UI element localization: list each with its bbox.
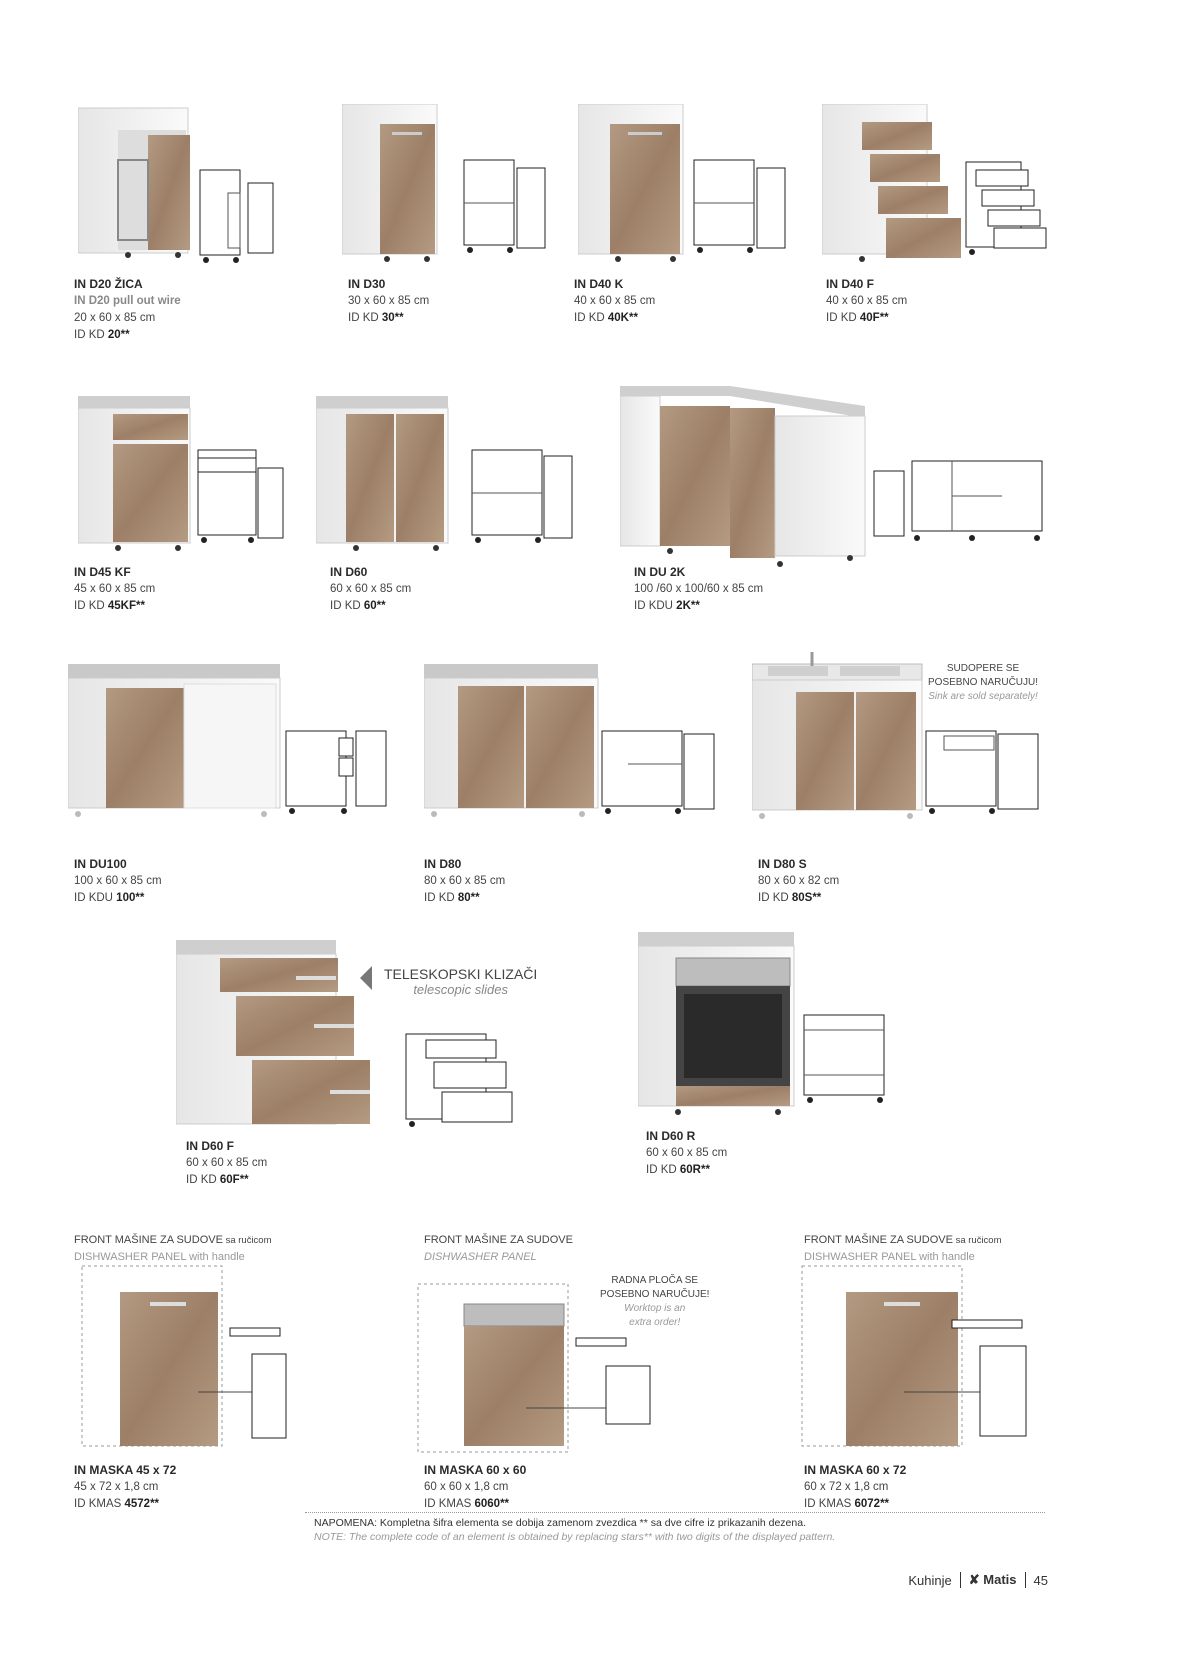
item-id: ID KD 60R** bbox=[646, 1164, 710, 1176]
item-code: IN D60 F bbox=[186, 1139, 235, 1153]
section-label: Kuhinje bbox=[908, 1572, 952, 1588]
front-title-en: DISHWASHER PANEL bbox=[424, 1251, 537, 1263]
telescopic-note bbox=[360, 966, 537, 997]
cabinet-d40f-drawing bbox=[964, 160, 1064, 260]
caption-d45kf bbox=[74, 564, 155, 615]
caption-d80 bbox=[424, 856, 505, 907]
footnote-line2: NOTE: The complete code of an element is obtained by replacing stars** with two digits of the displayed pattern. bbox=[314, 1531, 836, 1543]
item-code: IN D80 bbox=[424, 857, 462, 871]
front-title-2: FRONT MAŠINE ZA SUDOVE DISHWASHER PANEL bbox=[424, 1234, 573, 1263]
cabinet-d60-drawing bbox=[470, 448, 580, 548]
cabinet-d20-drawing bbox=[198, 168, 278, 268]
front-title-en: DISHWASHER PANEL with handle bbox=[74, 1251, 245, 1263]
item-id: ID KMAS 6060** bbox=[424, 1498, 510, 1510]
page-footer bbox=[908, 1572, 1048, 1588]
cabinet-du100-drawing bbox=[284, 726, 394, 826]
cabinet-d60-image bbox=[316, 396, 456, 556]
cabinet-du2k-drawing bbox=[872, 456, 1052, 556]
item-id: ID KD 40K** bbox=[574, 312, 638, 324]
item-id: ID KD 45KF** bbox=[74, 600, 145, 612]
cabinet-d60r-drawing bbox=[802, 1010, 892, 1110]
page-number: 45 bbox=[1033, 1572, 1048, 1588]
item-dims: 40 x 60 x 85 cm bbox=[574, 295, 656, 307]
item-id: ID KD 30** bbox=[348, 312, 404, 324]
item-dims: 60 x 60 x 85 cm bbox=[330, 583, 412, 595]
dishwasher-front-4572-image bbox=[80, 1262, 340, 1452]
telescopic-note-en: telescopic slides bbox=[413, 982, 508, 997]
item-code: IN D60 R bbox=[646, 1129, 696, 1143]
item-dims: 45 x 72 x 1,8 cm bbox=[74, 1481, 159, 1493]
cabinet-d45kf-image bbox=[78, 396, 198, 556]
worktop-note-en2: extra order! bbox=[629, 1317, 681, 1328]
telescopic-note-line1: TELESKOPSKI KLIZAČI bbox=[384, 966, 538, 982]
brand-logo bbox=[969, 1572, 1017, 1588]
item-dims: 60 x 60 x 1,8 cm bbox=[424, 1481, 509, 1493]
caption-maska-6072 bbox=[804, 1462, 906, 1513]
front-title-1: FRONT MAŠINE ZA SUDOVE sa ručicom DISHWASHER PANEL with handle bbox=[74, 1234, 272, 1263]
sink-note-en: Sink are sold separately! bbox=[928, 691, 1038, 702]
worktop-note-line1: RADNA PLOČA SE bbox=[611, 1275, 699, 1286]
item-dims: 60 x 60 x 85 cm bbox=[186, 1157, 268, 1169]
item-code: IN DU 2K bbox=[634, 565, 686, 579]
item-dims: 60 x 60 x 85 cm bbox=[646, 1147, 728, 1159]
cabinet-du100-image bbox=[68, 664, 288, 824]
caption-d60r bbox=[646, 1128, 727, 1179]
item-code: IN D20 ŽICA bbox=[74, 277, 143, 291]
cabinet-d60f-drawing bbox=[404, 1032, 514, 1132]
item-code: IN DU100 bbox=[74, 857, 127, 871]
caption-d60f bbox=[186, 1138, 267, 1189]
brand-name: Matis bbox=[983, 1572, 1017, 1587]
cabinet-d60r-image bbox=[638, 932, 798, 1122]
worktop-note-en1: Worktop is an bbox=[624, 1303, 686, 1314]
caption-maska-6060 bbox=[424, 1462, 526, 1513]
cabinet-du2k-image bbox=[620, 386, 870, 576]
item-dims: 30 x 60 x 85 cm bbox=[348, 295, 430, 307]
cabinet-d60f-image bbox=[176, 940, 376, 1140]
caption-du100 bbox=[74, 856, 162, 907]
caption-d60 bbox=[330, 564, 411, 615]
caption-d30 bbox=[348, 276, 429, 327]
caption-maska-4572 bbox=[74, 1462, 176, 1513]
item-code: IN D45 KF bbox=[74, 565, 131, 579]
caption-d80s bbox=[758, 856, 839, 907]
item-code: IN D60 bbox=[330, 565, 368, 579]
matis-logo-icon: ✘ bbox=[968, 1572, 980, 1587]
sink-note-line2: POSEBNO NARUČUJU! bbox=[928, 677, 1039, 688]
caption-d40f bbox=[826, 276, 907, 327]
dishwasher-front-6072-image bbox=[800, 1262, 1050, 1452]
cabinet-d80s-image bbox=[752, 650, 932, 830]
sink-note-line1: SUDOPERE SE bbox=[946, 663, 1020, 674]
item-code: IN MASKA 60 x 60 bbox=[424, 1463, 527, 1477]
item-id: ID KD 60F** bbox=[186, 1174, 249, 1186]
sink-note bbox=[928, 662, 1038, 704]
cabinet-d30-drawing bbox=[462, 158, 552, 258]
item-dims: 100 x 60 x 85 cm bbox=[74, 875, 162, 887]
cabinet-d80-image bbox=[424, 664, 604, 824]
item-sub: IN D20 pull out wire bbox=[74, 295, 181, 307]
caption-d20 bbox=[74, 276, 181, 344]
item-id: ID KMAS 6072** bbox=[804, 1498, 890, 1510]
footnote bbox=[314, 1516, 835, 1544]
cabinet-d80-drawing bbox=[600, 726, 720, 826]
item-id: ID KD 60** bbox=[330, 600, 386, 612]
item-id: ID KDU 100** bbox=[74, 892, 145, 904]
dishwasher-front-6060-image bbox=[416, 1280, 676, 1460]
cabinet-d40f-image bbox=[822, 104, 962, 274]
item-dims: 60 x 72 x 1,8 cm bbox=[804, 1481, 889, 1493]
item-code: IN D40 F bbox=[826, 277, 875, 291]
footer-separator bbox=[960, 1572, 961, 1588]
footer-separator bbox=[1025, 1572, 1026, 1588]
cabinet-d40k-drawing bbox=[692, 158, 792, 258]
footnote-line1: NAPOMENA: Kompletna šifra elementa se dobija zamenom zvezdica ** sa dve cifre iz prikazanih dezena. bbox=[314, 1517, 806, 1529]
worktop-note-line2: POSEBNO NARUČUJE! bbox=[600, 1289, 710, 1300]
item-dims: 20 x 60 x 85 cm bbox=[74, 312, 156, 324]
item-dims: 100 /60 x 100/60 x 85 cm bbox=[634, 583, 764, 595]
item-id: ID KMAS 4572** bbox=[74, 1498, 160, 1510]
front-title-3: FRONT MAŠINE ZA SUDOVE sa ručicom DISHWASHER PANEL with handle bbox=[804, 1234, 1002, 1263]
item-id: ID KD 80** bbox=[424, 892, 480, 904]
item-id: ID KD 20** bbox=[74, 329, 130, 341]
item-code: IN MASKA 45 x 72 bbox=[74, 1463, 177, 1477]
item-dims: 40 x 60 x 85 cm bbox=[826, 295, 908, 307]
front-title-en: DISHWASHER PANEL with handle bbox=[804, 1251, 975, 1263]
caption-du2k bbox=[634, 564, 763, 615]
item-dims: 80 x 60 x 85 cm bbox=[424, 875, 506, 887]
item-dims: 80 x 60 x 82 cm bbox=[758, 875, 840, 887]
cabinet-d80s-drawing bbox=[924, 726, 1054, 826]
item-id: ID KDU 2K** bbox=[634, 600, 700, 612]
item-id: ID KD 80S** bbox=[758, 892, 822, 904]
item-code: IN D30 bbox=[348, 277, 386, 291]
cabinet-d30-image bbox=[342, 104, 442, 264]
cabinet-d20-image bbox=[78, 100, 198, 260]
cabinet-d40k-image bbox=[578, 104, 688, 264]
item-code: IN D40 K bbox=[574, 277, 624, 291]
cabinet-d45kf-drawing bbox=[196, 448, 286, 548]
item-dims: 45 x 60 x 85 cm bbox=[74, 583, 156, 595]
item-id: ID KD 40F** bbox=[826, 312, 889, 324]
footnote-divider bbox=[305, 1512, 1045, 1513]
item-code: IN D80 S bbox=[758, 857, 807, 871]
caption-d40k bbox=[574, 276, 655, 327]
item-code: IN MASKA 60 x 72 bbox=[804, 1463, 907, 1477]
